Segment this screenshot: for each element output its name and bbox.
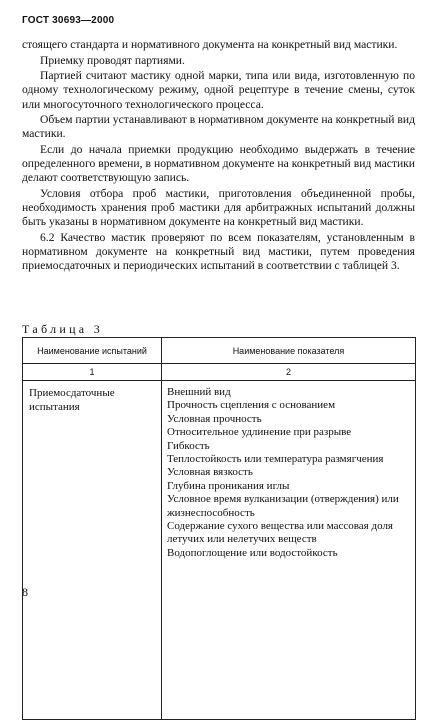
paragraph: стоящего стандарта и нормативного документа на конкретный вид мастики. bbox=[22, 38, 398, 51]
table-caption: Таблица 3 bbox=[22, 322, 104, 336]
column-header: Наименование показателя bbox=[162, 338, 416, 364]
indicator-item: Условная вязкость bbox=[167, 466, 253, 479]
paragraph: Приемку проводят партиями. bbox=[40, 53, 185, 67]
test-name-cell: Приемосдаточные испытания bbox=[23, 381, 162, 720]
indicator-item: Теплостойкость или температура размягчения bbox=[167, 453, 384, 466]
document-code: ГОСТ 30693—2000 bbox=[22, 15, 115, 26]
indicator-item: Содержание сухого вещества или массовая доля летучих или нелетучих веществ bbox=[167, 520, 393, 546]
indicator-item: Условная прочность bbox=[167, 412, 262, 425]
column-number: 2 bbox=[162, 364, 416, 381]
indicator-item: Глубина проникания иглы bbox=[167, 479, 290, 492]
column-number: 1 bbox=[23, 364, 162, 381]
indicator-item: Относительное удлинение при разрыве bbox=[167, 426, 352, 439]
paragraph: Объем партии устанавливают в нормативном документе на конкретный вид мастики. bbox=[22, 113, 415, 141]
paragraph: Условия отбора проб мастики, приготовления объединенной пробы, необходимость хранения проб мастики для арбитражных испытаний должны быть указаны в нормативном документе на конкретный вид мастики. bbox=[22, 186, 415, 229]
page-number: 8 bbox=[22, 585, 28, 599]
indicator-item: Внешний вид bbox=[167, 386, 231, 398]
paragraph: Партией считают мастику одной марки, типа или вида, изготовленную по одному технологическому режиму, одной рецептуре в течение смены, суток или многосуточного технологического процесса. bbox=[22, 69, 415, 111]
indicator-item: Прочность сцепления с основанием bbox=[167, 399, 336, 412]
paragraph: 6.2 Качество мастик проверяют по всем показателям, установленным в нормативном документе на конкретный вид мастики, путем проведения приемосдаточных и периодических испытаний в соответствии с таблицей 3. bbox=[22, 230, 415, 273]
paragraph: Если до начала приемки продукцию необходимо выдержать в течение определенного времени, в нормативном документе на конкретный вид мастики делают соответствующую запись. bbox=[22, 142, 415, 185]
column-header: Наименование испытаний bbox=[23, 338, 162, 364]
indicators-cell bbox=[162, 381, 416, 720]
indicators-table bbox=[22, 337, 416, 720]
indicator-item: Условное время вулканизации (отверждения) или жизнеспособность bbox=[167, 493, 399, 519]
indicator-item: Гибкость bbox=[167, 439, 210, 452]
indicator-item: Водопоглощение или водостойкость bbox=[167, 546, 338, 559]
body-text bbox=[22, 38, 415, 274]
